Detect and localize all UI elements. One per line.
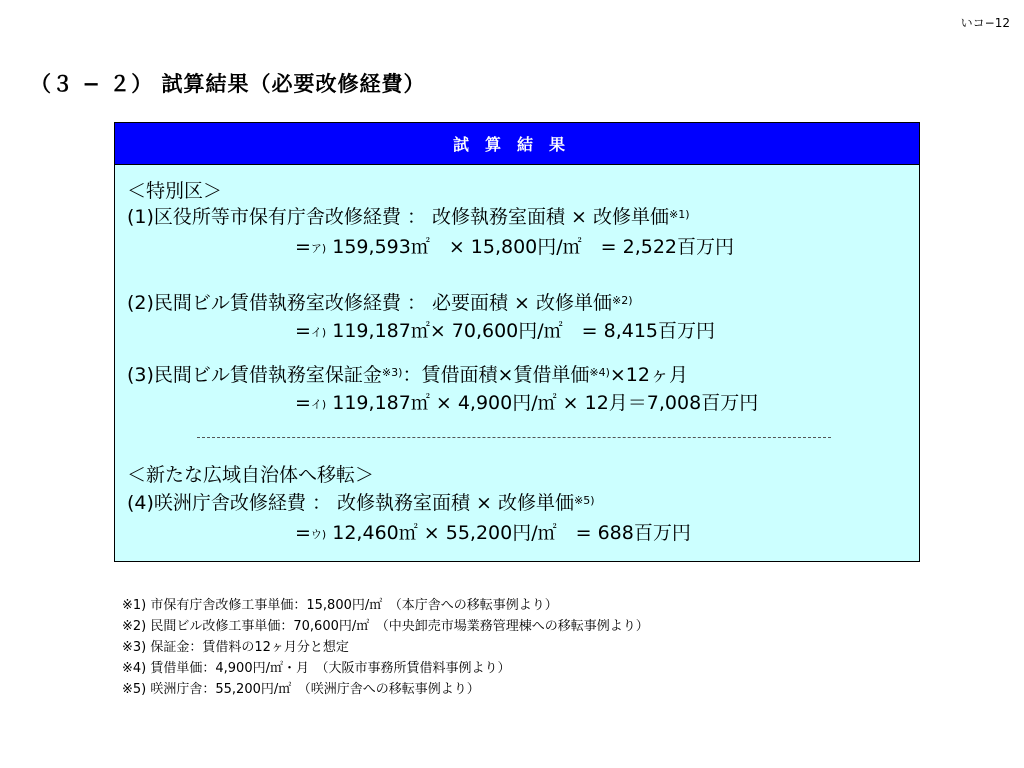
item3-note-mark-b: ※4) xyxy=(589,366,610,379)
item2-note-mark: ※2) xyxy=(612,294,633,307)
item4-calc-text: 12,460㎡ × 55,200円/㎡ = 688百万円 xyxy=(326,522,691,544)
item1-formula xyxy=(127,205,690,229)
item1-calc-mark: ア) xyxy=(310,242,327,255)
footnote-4: ※4) 賃借単価：4,900円/㎡・月 （大阪市事務所賃借料事例より） xyxy=(122,661,511,676)
item4-eq: = xyxy=(295,522,311,544)
item3-note-mark-a: ※3) xyxy=(381,366,403,379)
item3-text-b: ：賃借面積×賃借単価 xyxy=(402,364,590,386)
footnotes xyxy=(122,595,649,700)
item1-calculation xyxy=(295,235,734,259)
footnote-2: ※2) 民間ビル改修工事単価：70,600円/㎡ （中央卸売市場業務管理棟への移転事例より） xyxy=(122,619,649,634)
footnote-1: ※1) 市保有庁舎改修工事単価：15,800円/㎡ （本庁舎への移転事例より） xyxy=(122,598,558,613)
dashed-divider xyxy=(197,437,831,438)
item4-text: (4)咲洲庁舎改修経費 ： 改修執務室面積 × 改修単価 xyxy=(127,492,574,514)
item3-text-a: (3)民間ビル賃借執務室保証金 xyxy=(127,364,382,386)
item2-calculation xyxy=(295,319,715,343)
item1-note-mark: ※1) xyxy=(669,208,690,221)
item1-calc-text: 159,593㎡ × 15,800円/㎡ = 2,522百万円 xyxy=(326,236,735,258)
footnote-3: ※3) 保証金：賃借料の12ヶ月分と想定 xyxy=(122,640,349,655)
item3-calculation xyxy=(295,391,758,415)
new-area-heading: ＜新たな広域自治体へ移転＞ xyxy=(127,464,375,486)
results-box xyxy=(114,122,920,562)
item1-eq: = xyxy=(295,236,311,258)
item2-text: (2)民間ビル賃借執務室改修経費 ： 必要面積 × 改修単価 xyxy=(127,292,612,314)
section-title: （３ − ２） 試算結果（必要改修経費） xyxy=(30,72,426,96)
item4-formula xyxy=(127,491,595,515)
page-number: いコ−12 xyxy=(960,16,1010,30)
item4-calculation xyxy=(295,521,691,545)
item2-calc-text: 119,187㎡× 70,600円/㎡ = 8,415百万円 xyxy=(326,320,716,342)
item1-text: (1)区役所等市保有庁舎改修経費 ： 改修執務室面積 × 改修単価 xyxy=(127,206,669,228)
item2-formula xyxy=(127,291,633,315)
item2-eq: = xyxy=(295,320,311,342)
item4-note-mark: ※5) xyxy=(574,494,595,507)
item4-calc-mark: ウ) xyxy=(310,528,327,541)
results-box-header: 試算結果 xyxy=(115,123,919,165)
item3-formula xyxy=(127,363,688,387)
special-ward-heading: ＜特別区＞ xyxy=(127,180,223,202)
item3-calc-mark: イ) xyxy=(310,398,327,411)
item3-calc-text: 119,187㎡ × 4,900円/㎡ × 12月＝7,008百万円 xyxy=(326,392,759,414)
item3-text-c: ×12ヶ月 xyxy=(609,364,688,386)
item2-calc-mark: イ) xyxy=(310,326,327,339)
item3-eq: = xyxy=(295,392,311,414)
footnote-5: ※5) 咲洲庁舎：55,200円/㎡ （咲洲庁舎への移転事例より） xyxy=(122,682,480,697)
